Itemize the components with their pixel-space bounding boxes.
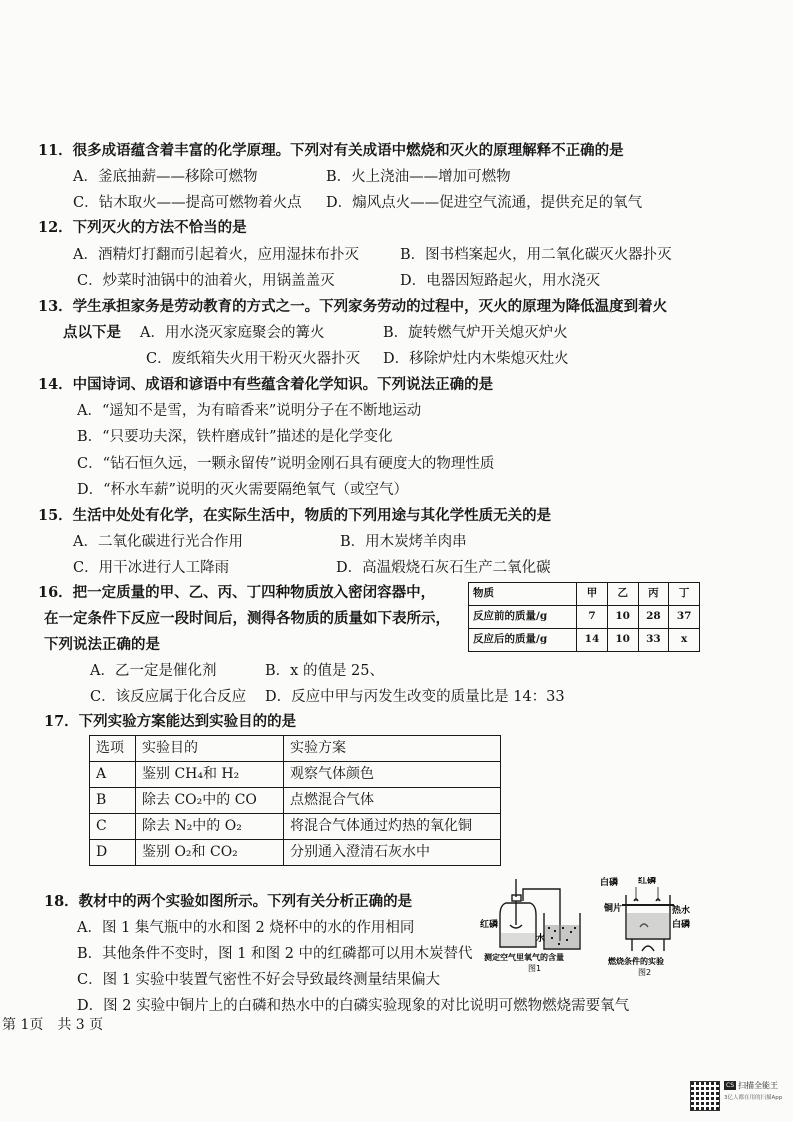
fig2-label-copper: 铜片 [604,904,623,914]
table-row [90,788,501,814]
q15-option-b: B．用木炭烤羊肉串 [340,534,467,550]
q13-option-c: C．废纸箱失火用干粉灭火器扑灭 [146,351,361,367]
table-cell: 37 [669,606,700,629]
q14-option-b: B．“只要功夫深，铁杵磨成针”描述的是化学变化 [77,429,393,445]
table-header-cell: 丁 [669,583,700,606]
cs-logo-icon: CS [726,1082,734,1089]
watermark-brand [724,1081,778,1091]
q17-stem: 17．下列实验方案能达到实验目的的是 [44,713,297,730]
table-cell: D [90,840,136,866]
q16-stem-line3: 下列说法正确的是 [44,636,160,653]
table-cell: 33 [638,629,669,652]
q16-mass-table [468,582,700,652]
table-cell: C [90,814,136,840]
table-cell: B [90,788,136,814]
fig2-label-white-phosphorus-2: 白磷 [672,920,691,930]
q12-option-c: C．炒菜时油锅中的油着火，用锅盖盖灭 [77,273,335,289]
q12-option-d: D．电器因短路起火，用水浇灭 [400,273,601,289]
table-header-cell: 实验目的 [136,736,284,762]
q11-option-a: A．釜底抽薪——移除可燃物 [73,169,258,185]
qr-code-icon [690,1081,720,1111]
table-cell: 分别通入澄清石灰水中 [284,840,501,866]
table-cell: A [90,762,136,788]
q14-stem: 14．中国诗词、成语和谚语中有些蕴含着化学知识。下列说法正确的是 [38,376,494,393]
figure-2-combustion-apparatus [598,877,698,977]
table-cell: 观察气体颜色 [284,762,501,788]
q13-option-d: D．移除炉灶内木柴熄灭灶火 [383,351,569,367]
page-number: 第 1页 共 3 页 [2,1017,104,1033]
table-row [90,814,501,840]
fig1-label: 图1 [528,964,542,973]
table-cell: 除去 N₂中的 O₂ [136,814,284,840]
table-cell: 10 [607,606,638,629]
q15-option-c: C．用干冰进行人工降雨 [73,560,230,576]
table-cell: 14 [577,629,608,652]
q16-option-b: B．x 的值是 25、 [265,663,385,679]
q16-option-d: D．反应中甲与丙发生改变的质量比是 14：33 [265,689,565,705]
q11-stem: 11．很多成语蕴含着丰富的化学原理。下列对有关成语中燃烧和灭火的原理解释不正确的是 [38,142,624,159]
q13-option-b: B．旋转燃气炉开关熄灭炉火 [383,325,568,341]
table-header-cell: 选项 [90,736,136,762]
table-header-cell: 实验方案 [284,736,501,762]
q11-option-d: D．煽风点火——促进空气流通，提供充足的氧气 [326,195,643,211]
fig2-label-hot-water: 热水 [672,906,691,916]
q18-option-a: A．图 1 集气瓶中的水和图 2 烧杯中的水的作用相同 [77,920,415,936]
watermark-brand-text: 扫描全能王 [738,1081,778,1090]
q11-option-b: B．火上浇油——增加可燃物 [326,169,511,185]
fig2-label: 图2 [638,968,652,977]
q13-stem-cont: 点以下是 [63,324,121,341]
table-header-cell: 甲 [577,583,608,606]
fig1-label-water: 水 [536,934,546,944]
table-cell: 鉴别 O₂和 CO₂ [136,840,284,866]
q13-stem: 13．学生承担家务是劳动教育的方式之一。下列家务劳动的过程中，灭火的原理为降低温度到着火 [38,298,668,315]
table-cell: 7 [577,606,608,629]
q18-stem: 18．教材中的两个实验如图所示。下列有关分析正确的是 [44,893,413,910]
fig2-label-white-phosphorus: 白磷 [600,878,619,888]
q14-option-c: C．“钻石恒久远，一颗永留传”说明金刚石具有硬度大的物理性质 [77,456,495,472]
q12-option-b: B．图书档案起火，用二氧化碳灭火器扑灭 [400,247,672,263]
q12-option-a: A．酒精灯打翻而引起着火，应用湿抹布扑灭 [73,247,359,263]
table-header-cell: 物质 [469,583,577,606]
table-row [90,840,501,866]
table-row [90,762,501,788]
q15-option-a: A．二氧化碳进行光合作用 [73,534,243,550]
q18-option-b: B．其他条件不变时，图 1 和图 2 中的红磷都可以用木炭替代 [77,946,473,962]
fig2-caption: 燃烧条件的实验 [608,957,664,966]
fig1-caption: 测定空气里氧气的含量 [484,953,564,962]
q14-option-d: D．“杯水车薪”说明的灭火需要隔绝氧气（或空气） [77,482,408,498]
table-row [469,629,700,652]
table-header-cell: 丙 [638,583,669,606]
q16-option-a: A．乙一定是催化剂 [90,663,217,679]
q13-option-a: A．用水浇灭家庭聚会的篝火 [140,325,325,341]
q12-stem: 12．下列灭火的方法不恰当的是 [38,219,247,236]
fig1-label-red-phosphorus: 红磷 [480,920,499,930]
q16-stem-line1: 16．把一定质量的甲、乙、丙、丁四种物质放入密闭容器中， [38,584,436,601]
table-cell: 除去 CO₂中的 CO [136,788,284,814]
table-cell: 反应前的质量/g [469,606,577,629]
q15-option-d: D．高温煅烧石灰石生产二氧化碳 [336,560,551,576]
watermark-subtitle: 3亿人都在用的扫描App [724,1095,783,1101]
q16-option-c: C．该反应属于化合反应 [90,689,247,705]
table-cell: 28 [638,606,669,629]
q14-option-a: A．“遥知不是雪，为有暗香来”说明分子在不断地运动 [77,403,422,419]
table-header-row [90,736,501,762]
q11-option-c: C．钻木取火——提高可燃物着火点 [73,195,302,211]
q15-stem: 15．生活中处处有化学，在实际生活中，物质的下列用途与其化学性质无关的是 [38,507,552,524]
q17-experiment-table [89,735,501,866]
table-row [469,606,700,629]
q18-option-d: D．图 2 实验中铜片上的白磷和热水中的白磷实验现象的对比说明可燃物燃烧需要氧气 [77,998,630,1014]
q18-option-c: C．图 1 实验中装置气密性不好会导致最终测量结果偏大 [77,972,441,988]
table-cell: x [669,629,700,652]
table-cell: 反应后的质量/g [469,629,577,652]
table-cell: 将混合气体通过灼热的氧化铜 [284,814,501,840]
table-cell: 点燃混合气体 [284,788,501,814]
fig2-label-red-phosphorus: 红磷 [638,877,657,886]
table-header-cell: 乙 [607,583,638,606]
table-cell: 鉴别 CH₄和 H₂ [136,762,284,788]
table-cell: 10 [607,629,638,652]
scanner-watermark [690,1079,790,1111]
figure-1-oxygen-apparatus [478,875,598,975]
q16-stem-line2: 在一定条件下反应一段时间后，测得各物质的质量如下表所示， [44,610,450,627]
table-header-row [469,583,700,606]
